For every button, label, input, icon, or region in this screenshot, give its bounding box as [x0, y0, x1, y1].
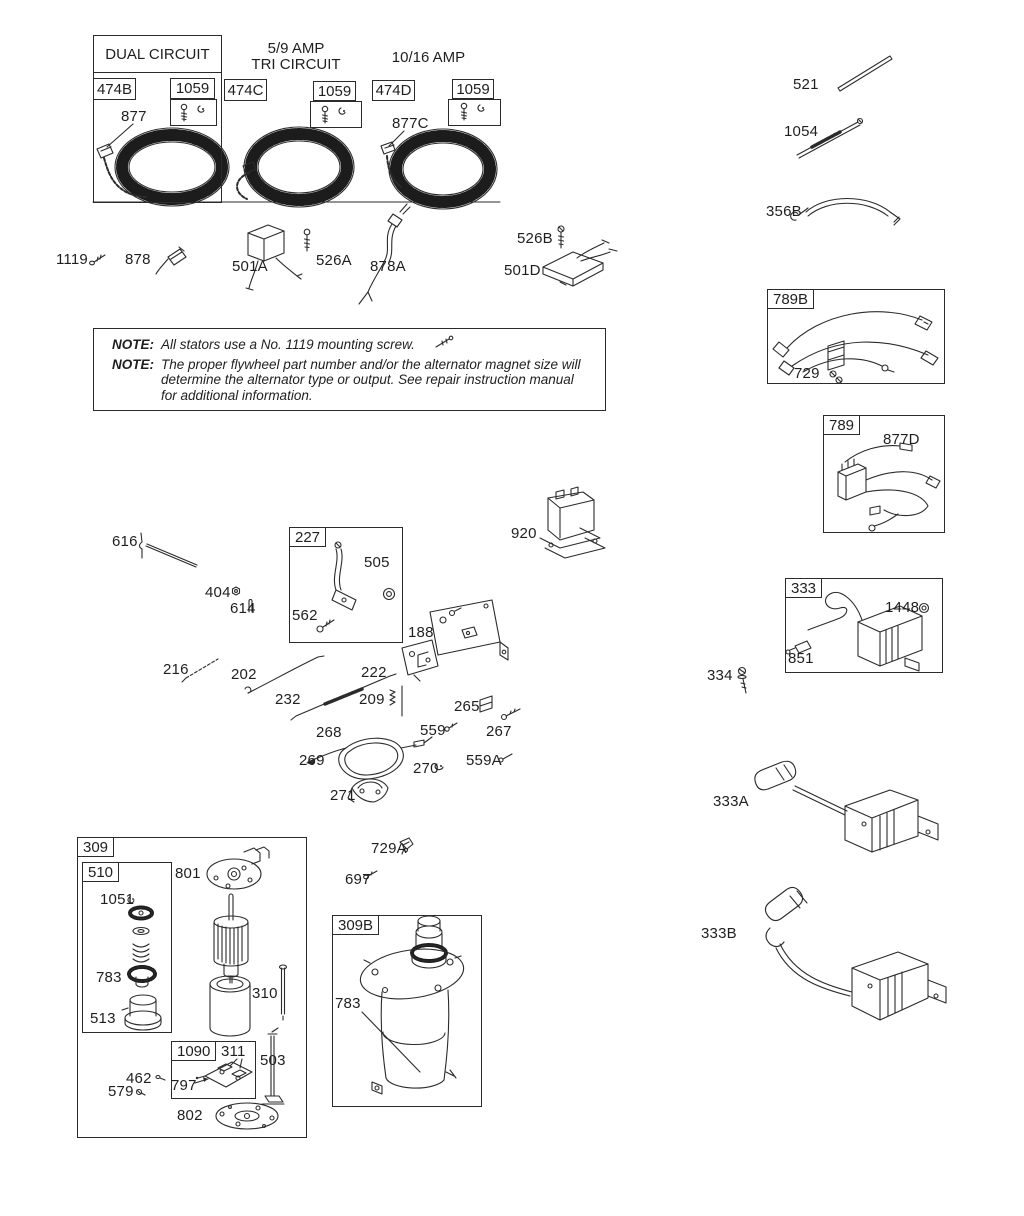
- diode-drawing-878: [156, 247, 186, 274]
- module-drawing-501D: [543, 240, 617, 286]
- callout-269: 269: [299, 752, 325, 769]
- callout-356B: 356B: [766, 203, 802, 220]
- callout-265: 265: [454, 698, 480, 715]
- coil-drawing-333B: [765, 887, 946, 1020]
- callout-559: 559: [420, 722, 446, 739]
- amp-10-16-title: 10/16 AMP: [391, 49, 466, 66]
- callout-513: 513: [90, 1010, 116, 1027]
- callout-559A: 559A: [466, 752, 502, 769]
- note-2-text: The proper flywheel part number and/or the alternator magnet size will determine the alternator type or output. See repair instruction manual for additional information.: [161, 356, 581, 403]
- callout-616: 616: [112, 533, 138, 550]
- callout-526B: 526B: [517, 230, 553, 247]
- callout-462: 462: [126, 1070, 152, 1087]
- callout-878: 878: [125, 251, 151, 268]
- callout-1119: 1119: [56, 251, 88, 268]
- note-2-keyword: NOTE:: [112, 356, 154, 372]
- callout-222: 222: [361, 664, 387, 681]
- callout-797: 797: [171, 1077, 197, 1094]
- part-box-474B: 474B: [93, 78, 136, 100]
- callout-729: 729: [794, 365, 820, 382]
- group-box-309-label: 309: [77, 837, 114, 857]
- callout-216: 216: [163, 661, 189, 678]
- group-box-789-label: 789: [823, 415, 860, 435]
- callout-268: 268: [316, 724, 342, 741]
- tri-circuit-title-line2: TRI CIRCUIT: [251, 56, 341, 73]
- callout-877C: 877C: [392, 115, 429, 132]
- bracket-drawing-188: [390, 600, 508, 716]
- note-1: [112, 337, 605, 353]
- callout-270: 270: [413, 760, 439, 777]
- group-box-789B-label: 789B: [767, 289, 814, 309]
- callout-783-assembly: 783: [335, 995, 361, 1012]
- harness-drawing-878A: [359, 204, 410, 304]
- callout-878A: 878A: [370, 258, 406, 275]
- part-box-474D: 474D: [372, 80, 415, 101]
- hardware-box-1059-dual: [170, 99, 217, 126]
- stator-drawing-10-16-amp: [381, 129, 497, 209]
- part-box-1059-dual: 1059: [170, 78, 215, 99]
- group-box-227-label: 227: [289, 527, 326, 547]
- callout-801: 801: [175, 865, 201, 882]
- group-box-510-label: 510: [82, 862, 119, 882]
- bolt-drawing-267: [502, 709, 521, 720]
- notes-box: [93, 328, 606, 411]
- rod-drawing-521: [838, 56, 892, 91]
- wire-drawing-356B: [791, 199, 900, 226]
- group-box-1090-label: 1090: [171, 1041, 216, 1061]
- callout-851: 851: [788, 650, 814, 667]
- note-1-keyword: NOTE:: [112, 337, 154, 352]
- callout-505: 505: [364, 554, 390, 571]
- callout-521: 521: [793, 76, 819, 93]
- part-box-1059-tri: 1059: [313, 81, 356, 101]
- callout-729A: 729A: [371, 840, 407, 857]
- hardware-box-1059-tri: [310, 101, 362, 128]
- callout-232: 232: [275, 691, 301, 708]
- callout-188: 188: [408, 624, 434, 641]
- callout-404: 404: [205, 584, 231, 601]
- group-box-227: [289, 527, 403, 643]
- block-drawing-265: [480, 696, 492, 712]
- callout-526A: 526A: [316, 252, 352, 269]
- hardware-box-1059-amp: [448, 99, 501, 126]
- callout-697: 697: [345, 871, 371, 888]
- callout-877D: 877D: [883, 431, 920, 448]
- screw-drawing-559: [445, 723, 457, 731]
- callout-334: 334: [707, 667, 733, 684]
- callout-202: 202: [231, 666, 257, 683]
- callout-333A: 333A: [713, 793, 749, 810]
- callout-311: 311: [221, 1043, 246, 1060]
- coil-drawing-333A: [755, 761, 938, 852]
- callout-209: 209: [359, 691, 385, 708]
- dual-circuit-title: DUAL CIRCUIT: [94, 36, 221, 73]
- screw-drawing-526B: [558, 226, 564, 248]
- tri-circuit-title-line1: 5/9 AMP: [267, 40, 325, 57]
- screw-drawing-526A: [304, 229, 310, 251]
- group-box-510: [82, 862, 172, 1033]
- callout-562: 562: [292, 607, 318, 624]
- callout-877: 877: [121, 108, 147, 125]
- rod-drawing-202: [245, 656, 324, 693]
- callout-501A: 501A: [232, 258, 268, 275]
- rod-drawing-616: [140, 533, 198, 567]
- callout-1054: 1054: [784, 123, 819, 140]
- callout-802: 802: [177, 1107, 203, 1124]
- part-box-1059-amp: 1059: [452, 79, 494, 99]
- stator-drawing-tri-circuit: [237, 127, 354, 207]
- group-box-309B-label: 309B: [332, 915, 379, 935]
- solenoid-drawing-920: [540, 487, 605, 558]
- screw-drawing-334: [738, 668, 746, 694]
- callout-333B: 333B: [701, 925, 737, 942]
- callout-579: 579: [108, 1083, 134, 1100]
- callout-271: 271: [330, 787, 356, 804]
- note-1-text: All stators use a No. 1119 mounting screw.: [161, 337, 415, 352]
- callout-1051: 1051: [100, 891, 135, 908]
- callout-503: 503: [260, 1052, 286, 1069]
- callout-920: 920: [511, 525, 537, 542]
- callout-501D: 501D: [504, 262, 541, 279]
- nut-drawing-404: [233, 587, 240, 595]
- callout-1448: 1448: [885, 599, 920, 616]
- callout-310: 310: [252, 985, 278, 1002]
- group-box-333-label: 333: [785, 578, 822, 598]
- callout-614: 614: [230, 600, 256, 617]
- note-2: [112, 357, 605, 404]
- callout-783: 783: [96, 969, 122, 986]
- screw-drawing-1119: [90, 255, 105, 265]
- part-box-474C: 474C: [224, 79, 267, 101]
- spring-drawing-209: [390, 686, 402, 716]
- callout-267: 267: [486, 723, 512, 740]
